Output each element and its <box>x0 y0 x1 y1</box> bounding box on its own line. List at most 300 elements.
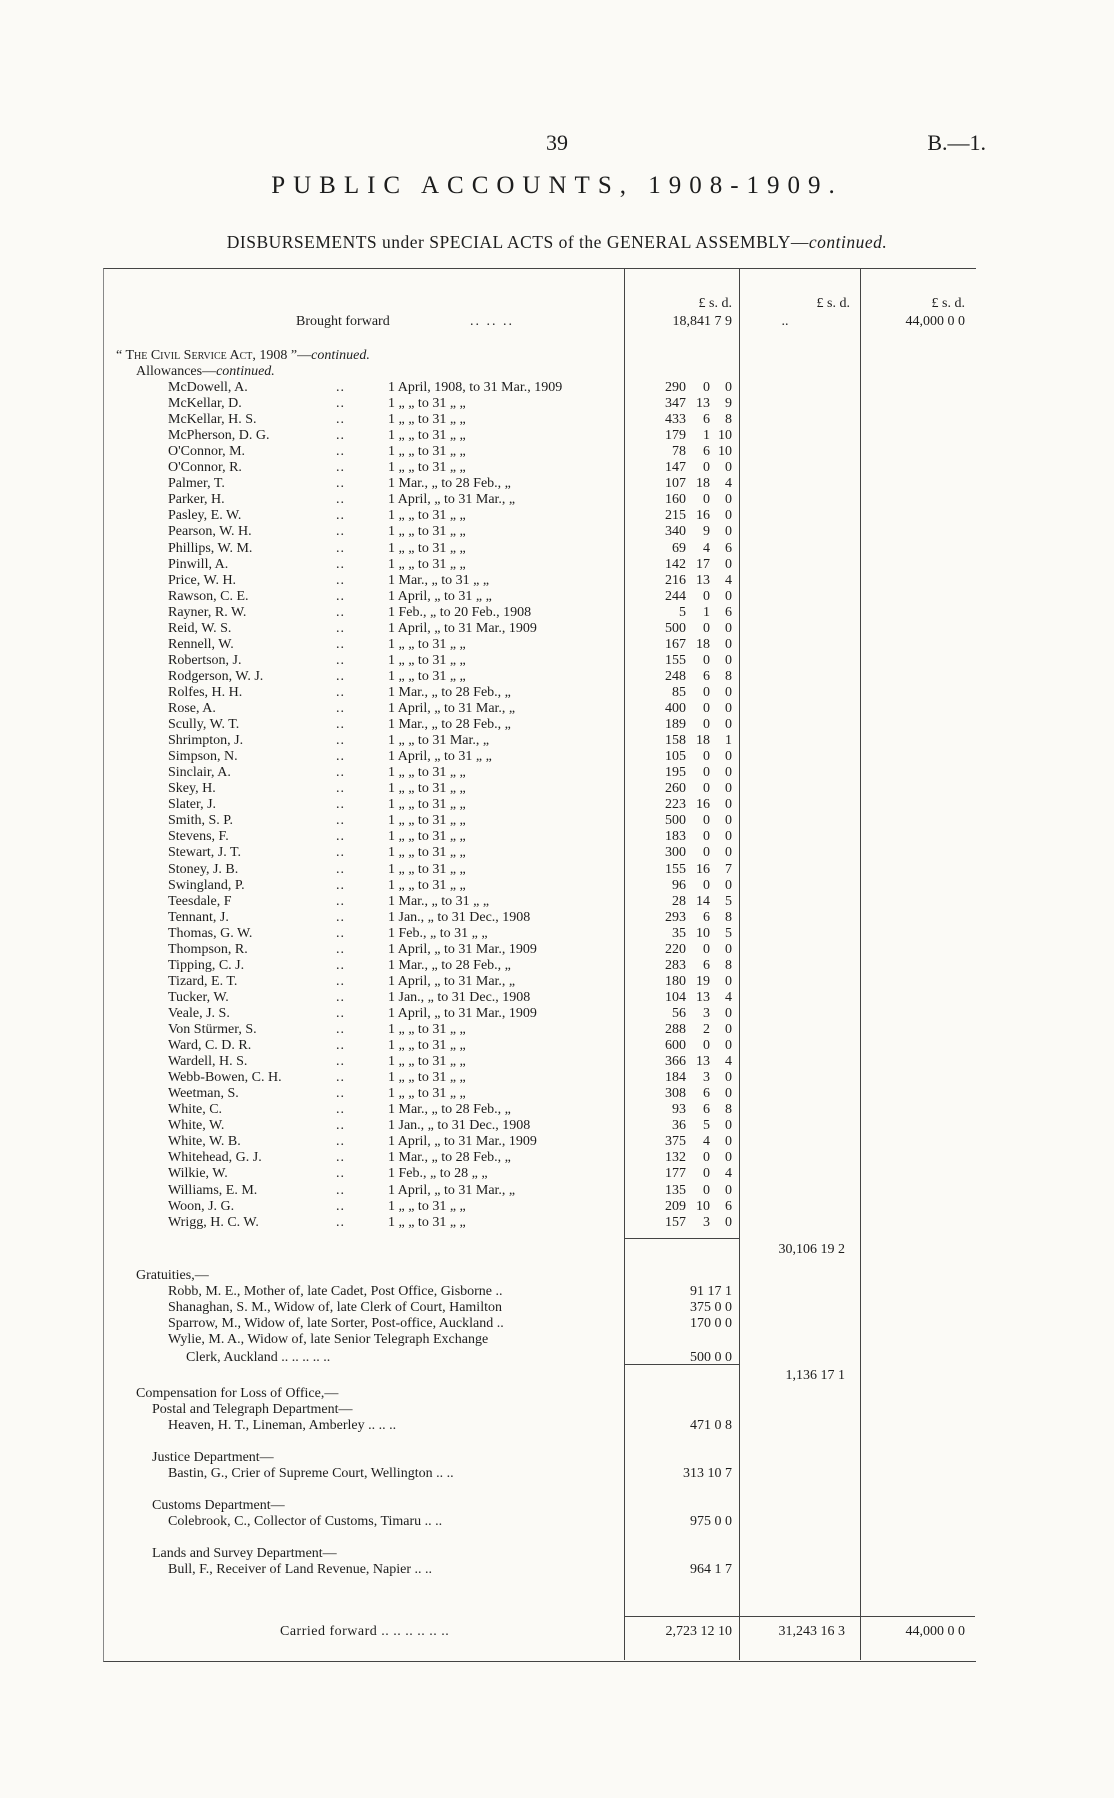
allowance-pounds: 288 <box>665 1022 686 1037</box>
allowance-pence: 7 <box>725 862 732 877</box>
allowance-pence: 0 <box>725 1070 732 1085</box>
allowance-pounds: 500 <box>665 813 686 828</box>
compensation-amount: 471 0 8 <box>690 1418 732 1433</box>
column-heading-3: £ s. d. <box>931 296 965 311</box>
allowance-name: Pearson, W. H. <box>168 524 252 539</box>
page-number: 39 <box>546 130 568 155</box>
allowance-name: Rodgerson, W. J. <box>168 669 264 684</box>
allowances-heading <box>136 364 275 380</box>
compensation-department: Justice Department— <box>152 1450 274 1465</box>
allowance-leader: .. <box>336 573 345 588</box>
allowance-period: 1 „ „ to 31 „ „ <box>388 1054 466 1069</box>
allowance-leader: .. <box>336 1150 345 1165</box>
allowance-name: White, W. B. <box>168 1134 241 1149</box>
allowance-name: O'Connor, R. <box>168 460 242 475</box>
allowance-pounds: 36 <box>672 1118 686 1133</box>
allowance-pounds: 189 <box>665 717 686 732</box>
allowance-name: Shrimpton, J. <box>168 733 244 748</box>
allowance-pounds: 105 <box>665 749 686 764</box>
compensation-heading: Compensation for Loss of Office,— <box>136 1386 339 1401</box>
allowance-period: 1 Mar., „ to 28 Feb., „ <box>388 1102 511 1117</box>
allowance-pence: 6 <box>725 1199 732 1214</box>
brought-forward-label: Brought forward <box>296 314 390 329</box>
allowance-name: Rayner, R. W. <box>168 605 247 620</box>
subtitle-suffix: continued. <box>808 232 888 252</box>
allowance-name: Smith, S. P. <box>168 813 233 828</box>
allowance-pounds: 209 <box>665 1199 686 1214</box>
document-reference: B.—1. <box>927 130 986 155</box>
allowance-leader: .. <box>336 589 345 604</box>
allowance-period: 1 April, „ to 31 „ „ <box>388 749 492 764</box>
allowance-shillings: 0 <box>703 460 710 475</box>
allowance-leader: .. <box>336 380 345 395</box>
allowance-leader: .. <box>336 492 345 507</box>
allowance-period: 1 Mar., „ to 28 Feb., „ <box>388 476 511 491</box>
allowance-leader: .. <box>336 926 345 941</box>
compensation-department: Customs Department— <box>152 1498 285 1513</box>
allowance-pence: 0 <box>725 557 732 572</box>
allowance-name: Phillips, W. M. <box>168 541 253 556</box>
allowance-shillings: 0 <box>703 589 710 604</box>
allowance-name: Tizard, E. T. <box>168 974 238 989</box>
allowance-leader: .. <box>336 669 345 684</box>
allowance-leader: .. <box>336 1134 345 1149</box>
allowance-pence: 6 <box>725 541 732 556</box>
allowance-pence: 4 <box>725 990 732 1005</box>
allowance-period: 1 „ „ to 31 „ „ <box>388 781 466 796</box>
allowance-pounds: 104 <box>665 990 686 1005</box>
allowance-pence: 8 <box>725 910 732 925</box>
allowance-shillings: 13 <box>696 1054 710 1069</box>
allowance-name: Williams, E. M. <box>168 1183 258 1198</box>
allowance-period: 1 Feb., „ to 28 „ „ <box>388 1166 488 1181</box>
allowance-shillings: 6 <box>703 1102 710 1117</box>
compensation-department: Postal and Telegraph Department— <box>152 1402 353 1417</box>
allowance-period: 1 April, 1908, to 31 Mar., 1909 <box>388 380 563 395</box>
allowance-shillings: 3 <box>703 1215 710 1230</box>
allowance-period: 1 April, „ to 31 Mar., 1909 <box>388 621 537 636</box>
allowance-name: McPherson, D. G. <box>168 428 270 443</box>
allowance-pence: 9 <box>725 396 732 411</box>
allowance-shillings: 0 <box>703 1166 710 1181</box>
allowance-leader: .. <box>336 862 345 877</box>
allowance-leader: .. <box>336 460 345 475</box>
allowance-name: Swingland, P. <box>168 878 245 893</box>
allowance-leader: .. <box>336 444 345 459</box>
allowance-name: White, C. <box>168 1102 223 1117</box>
allowance-pence: 4 <box>725 573 732 588</box>
allowance-pence: 0 <box>725 765 732 780</box>
allowance-pence: 4 <box>725 1054 732 1069</box>
allowance-pounds: 135 <box>665 1183 686 1198</box>
allowance-pence: 0 <box>725 380 732 395</box>
allowance-shillings: 14 <box>696 894 710 909</box>
allowance-leader: .. <box>336 1118 345 1133</box>
allowance-period: 1 „ „ to 31 „ „ <box>388 557 466 572</box>
allowance-pence: 4 <box>725 1166 732 1181</box>
allowance-leader: .. <box>336 541 345 556</box>
allowance-pence: 8 <box>725 958 732 973</box>
allowance-pounds: 56 <box>672 1006 686 1021</box>
carried-forward-rule <box>625 1616 975 1617</box>
allowance-period: 1 Feb., „ to 20 Feb., 1908 <box>388 605 532 620</box>
gratuities-subtotal-rule <box>625 1364 739 1365</box>
compensation-amount: 964 1 7 <box>690 1562 732 1577</box>
allowance-name: Robertson, J. <box>168 653 242 668</box>
gratuity-amount: 91 17 1 <box>690 1284 732 1299</box>
allowance-pence: 0 <box>725 781 732 796</box>
allowance-pence: 0 <box>725 460 732 475</box>
allowance-pence: 5 <box>725 926 732 941</box>
allowance-pence: 0 <box>725 974 732 989</box>
allowance-leader: .. <box>336 781 345 796</box>
gratuity-line: Sparrow, M., Widow of, late Sorter, Post-office, Auckland .. <box>168 1316 504 1331</box>
gratuity-line: Clerk, Auckland .. .. .. .. .. <box>186 1350 331 1365</box>
allowance-period: 1 „ „ to 31 „ „ <box>388 1022 466 1037</box>
allowance-leader: .. <box>336 412 345 427</box>
allowance-shillings: 4 <box>703 1134 710 1149</box>
allowance-pence: 0 <box>725 749 732 764</box>
allowance-pence: 0 <box>725 492 732 507</box>
compensation-item: Colebrook, C., Collector of Customs, Timaru .. .. <box>168 1514 443 1529</box>
column-divider-1 <box>624 268 625 1660</box>
brought-forward-col2: .. <box>781 314 789 329</box>
allowance-pounds: 244 <box>665 589 686 604</box>
allowance-name: Rolfes, H. H. <box>168 685 243 700</box>
allowance-leader: .. <box>336 958 345 973</box>
allowance-period: 1 Mar., „ to 28 Feb., „ <box>388 717 511 732</box>
allowance-name: Stevens, F. <box>168 829 229 844</box>
allowance-pounds: 5 <box>679 605 686 620</box>
allowance-name: O'Connor, M. <box>168 444 246 459</box>
allowance-shillings: 16 <box>696 797 710 812</box>
allowance-pence: 0 <box>725 589 732 604</box>
allowance-period: 1 Mar., „ to 28 Feb., „ <box>388 958 511 973</box>
allowance-leader: .. <box>336 1183 345 1198</box>
allowance-shillings: 19 <box>696 974 710 989</box>
allowance-name: Tipping, C. J. <box>168 958 245 973</box>
allowance-shillings: 0 <box>703 765 710 780</box>
allowance-leader: .. <box>336 1199 345 1214</box>
gratuity-amount: 170 0 0 <box>690 1316 732 1331</box>
allowance-pounds: 290 <box>665 380 686 395</box>
allowance-pence: 0 <box>725 1118 732 1133</box>
allowance-pounds: 260 <box>665 781 686 796</box>
allowance-name: Wardell, H. S. <box>168 1054 248 1069</box>
allowance-period: 1 „ „ to 31 „ „ <box>388 862 466 877</box>
allowance-pence: 0 <box>725 797 732 812</box>
allowance-leader: .. <box>336 428 345 443</box>
allowance-shillings: 16 <box>696 508 710 523</box>
allowance-period: 1 April, „ to 31 Mar., 1909 <box>388 1134 537 1149</box>
allowance-period: 1 „ „ to 31 „ „ <box>388 829 466 844</box>
allowance-name: Ward, C. D. R. <box>168 1038 252 1053</box>
allowance-period: 1 April, „ to 31 Mar., „ <box>388 1183 516 1198</box>
allowance-shillings: 0 <box>703 878 710 893</box>
allowance-pence: 0 <box>725 1022 732 1037</box>
allowance-pence: 0 <box>725 524 732 539</box>
act-heading-suffix: continued. <box>311 348 370 363</box>
allowance-name: Simpson, N. <box>168 749 238 764</box>
allowances-total: 30,106 19 2 <box>778 1242 845 1257</box>
allowance-pounds: 132 <box>665 1150 686 1165</box>
allowance-period: 1 Jan., „ to 31 Dec., 1908 <box>388 990 531 1005</box>
allowance-period: 1 „ „ to 31 „ „ <box>388 508 466 523</box>
compensation-amount: 975 0 0 <box>690 1514 732 1529</box>
allowance-shillings: 0 <box>703 1183 710 1198</box>
allowance-leader: .. <box>336 701 345 716</box>
allowance-pounds: 215 <box>665 508 686 523</box>
allowance-shillings: 0 <box>703 942 710 957</box>
allowance-pence: 0 <box>725 1134 732 1149</box>
allowance-shillings: 6 <box>703 412 710 427</box>
allowance-leader: .. <box>336 508 345 523</box>
allowance-pounds: 107 <box>665 476 686 491</box>
allowance-leader: .. <box>336 765 345 780</box>
carried-forward-col3: 44,000 0 0 <box>905 1624 965 1639</box>
allowance-leader: .. <box>336 797 345 812</box>
allowances-heading-text: Allowances— <box>136 364 217 379</box>
page-subtitle <box>0 232 1114 253</box>
allowance-period: 1 „ „ to 31 „ „ <box>388 1199 466 1214</box>
allowance-leader: .. <box>336 845 345 860</box>
allowance-pounds: 500 <box>665 621 686 636</box>
allowance-period: 1 „ „ to 31 „ „ <box>388 813 466 828</box>
act-heading-text: “ The Civil Service Act, 1908 ”— <box>116 348 312 363</box>
allowance-pence: 8 <box>725 1102 732 1117</box>
allowance-pounds: 177 <box>665 1166 686 1181</box>
allowance-shillings: 18 <box>696 637 710 652</box>
allowance-leader: .. <box>336 1006 345 1021</box>
allowance-shillings: 6 <box>703 910 710 925</box>
column-divider-3 <box>860 268 861 1660</box>
allowance-shillings: 10 <box>696 1199 710 1214</box>
allowance-shillings: 6 <box>703 669 710 684</box>
allowance-leader: .. <box>336 749 345 764</box>
allowance-pence: 0 <box>725 1086 732 1101</box>
allowance-pounds: 308 <box>665 1086 686 1101</box>
allowance-period: 1 „ „ to 31 „ „ <box>388 524 466 539</box>
allowance-pence: 0 <box>725 1150 732 1165</box>
allowance-period: 1 „ „ to 31 „ „ <box>388 412 466 427</box>
allowances-subtotal-rule <box>625 1238 739 1239</box>
allowance-pence: 0 <box>725 1183 732 1198</box>
allowance-name: Stewart, J. T. <box>168 845 241 860</box>
allowance-period: 1 „ „ to 31 „ „ <box>388 1086 466 1101</box>
allowance-period: 1 April, „ to 31 Mar., „ <box>388 974 516 989</box>
allowance-name: Pinwill, A. <box>168 557 229 572</box>
allowance-period: 1 Mar., „ to 31 „ „ <box>388 573 490 588</box>
allowance-leader: .. <box>336 910 345 925</box>
allowance-leader: .. <box>336 1166 345 1181</box>
allowance-leader: .. <box>336 717 345 732</box>
allowance-period: 1 „ „ to 31 „ „ <box>388 878 466 893</box>
allowance-shillings: 0 <box>703 701 710 716</box>
allowance-pounds: 147 <box>665 460 686 475</box>
allowance-pounds: 167 <box>665 637 686 652</box>
allowance-leader: .. <box>336 1038 345 1053</box>
gratuities-total: 1,136 17 1 <box>785 1368 845 1383</box>
allowance-shillings: 17 <box>696 557 710 572</box>
allowances-heading-suffix: continued. <box>216 364 275 379</box>
allowance-name: Teesdale, F <box>168 894 232 909</box>
allowance-pounds: 347 <box>665 396 686 411</box>
column-heading-1: £ s. d. <box>698 296 732 311</box>
allowance-pounds: 184 <box>665 1070 686 1085</box>
carried-forward-col2: 31,243 16 3 <box>778 1624 845 1639</box>
allowance-pence: 1 <box>725 733 732 748</box>
allowance-pence: 4 <box>725 476 732 491</box>
allowance-shillings: 18 <box>696 733 710 748</box>
act-heading <box>116 348 370 364</box>
allowance-pence: 10 <box>718 444 732 459</box>
allowance-period: 1 Jan., „ to 31 Dec., 1908 <box>388 1118 531 1133</box>
allowance-pence: 0 <box>725 637 732 652</box>
allowance-period: 1 „ „ to 31 „ „ <box>388 637 466 652</box>
allowance-name: Rawson, C. E. <box>168 589 249 604</box>
allowance-name: Scully, W. T. <box>168 717 240 732</box>
allowance-shillings: 6 <box>703 1086 710 1101</box>
allowance-leader: .. <box>336 605 345 620</box>
allowance-name: White, W. <box>168 1118 225 1133</box>
allowance-name: Thompson, R. <box>168 942 248 957</box>
allowance-pounds: 35 <box>672 926 686 941</box>
allowance-leader: .. <box>336 685 345 700</box>
allowance-shillings: 0 <box>703 781 710 796</box>
allowance-shillings: 2 <box>703 1022 710 1037</box>
allowance-period: 1 „ „ to 31 „ „ <box>388 1070 466 1085</box>
gratuity-amount: 500 0 0 <box>690 1350 732 1365</box>
allowance-period: 1 „ „ to 31 „ „ <box>388 1038 466 1053</box>
allowance-pence: 0 <box>725 1006 732 1021</box>
gratuity-line: Wylie, M. A., Widow of, late Senior Telegraph Exchange <box>168 1332 489 1347</box>
carried-forward-label: Carried forward .. .. .. .. .. .. <box>280 1624 450 1639</box>
allowance-pounds: 400 <box>665 701 686 716</box>
allowance-pounds: 300 <box>665 845 686 860</box>
page-title: PUBLIC ACCOUNTS, 1908-1909. <box>271 172 843 199</box>
allowance-shillings: 0 <box>703 717 710 732</box>
allowance-shillings: 0 <box>703 621 710 636</box>
allowance-name: Reid, W. S. <box>168 621 232 636</box>
allowance-period: 1 „ „ to 31 „ „ <box>388 669 466 684</box>
allowance-period: 1 „ „ to 31 „ „ <box>388 797 466 812</box>
allowance-leader: .. <box>336 1070 345 1085</box>
allowance-period: 1 „ „ to 31 „ „ <box>388 845 466 860</box>
allowance-shillings: 13 <box>696 990 710 1005</box>
allowance-pence: 8 <box>725 669 732 684</box>
allowance-leader: .. <box>336 878 345 893</box>
allowance-leader: .. <box>336 733 345 748</box>
allowance-shillings: 0 <box>703 685 710 700</box>
allowance-pounds: 248 <box>665 669 686 684</box>
allowance-pence: 0 <box>725 845 732 860</box>
carried-forward-col1: 2,723 12 10 <box>665 1624 732 1639</box>
allowance-shillings: 4 <box>703 541 710 556</box>
allowance-leader: .. <box>336 894 345 909</box>
allowance-leader: .. <box>336 829 345 844</box>
allowance-shillings: 18 <box>696 476 710 491</box>
allowance-name: McDowell, A. <box>168 380 248 395</box>
allowance-pence: 0 <box>725 508 732 523</box>
allowance-shillings: 16 <box>696 862 710 877</box>
allowance-name: Rose, A. <box>168 701 216 716</box>
allowance-leader: .. <box>336 1102 345 1117</box>
brought-forward-col1: 18,841 7 9 <box>672 314 732 329</box>
allowance-pounds: 179 <box>665 428 686 443</box>
allowance-pence: 8 <box>725 412 732 427</box>
allowance-period: 1 April, „ to 31 Mar., 1909 <box>388 942 537 957</box>
allowance-shillings: 1 <box>703 605 710 620</box>
allowance-name: Thomas, G. W. <box>168 926 253 941</box>
column-heading-2: £ s. d. <box>816 296 850 311</box>
allowance-period: 1 April, „ to 31 Mar., „ <box>388 701 516 716</box>
allowance-name: Von Stürmer, S. <box>168 1022 257 1037</box>
allowance-leader: .. <box>336 621 345 636</box>
allowance-pounds: 216 <box>665 573 686 588</box>
allowance-period: 1 „ „ to 31 „ „ <box>388 460 466 475</box>
allowance-pounds: 69 <box>672 541 686 556</box>
allowance-shillings: 3 <box>703 1070 710 1085</box>
allowance-name: McKellar, D. <box>168 396 242 411</box>
allowance-name: McKellar, H. S. <box>168 412 257 427</box>
allowance-period: 1 April, „ to 31 Mar., 1909 <box>388 1006 537 1021</box>
allowance-name: Veale, J. S. <box>168 1006 230 1021</box>
allowance-name: Woon, J. G. <box>168 1199 235 1214</box>
allowance-period: 1 April, „ to 31 Mar., „ <box>388 492 516 507</box>
allowance-pounds: 158 <box>665 733 686 748</box>
allowance-name: Weetman, S. <box>168 1086 239 1101</box>
allowance-pounds: 600 <box>665 1038 686 1053</box>
allowance-name: Wrigg, H. C. W. <box>168 1215 259 1230</box>
allowance-shillings: 3 <box>703 1006 710 1021</box>
allowance-period: 1 Mar., „ to 28 Feb., „ <box>388 685 511 700</box>
subtitle-text: DISBURSEMENTS under SPECIAL ACTS of the GENERAL ASSEMBLY— <box>226 232 809 252</box>
compensation-amount: 313 10 7 <box>683 1466 732 1481</box>
allowance-pence: 0 <box>725 653 732 668</box>
allowance-name: Palmer, T. <box>168 476 225 491</box>
gratuities-heading: Gratuities,— <box>136 1268 209 1283</box>
allowance-pounds: 183 <box>665 829 686 844</box>
allowance-period: 1 Feb., „ to 31 „ „ <box>388 926 488 941</box>
allowance-leader: .. <box>336 1022 345 1037</box>
allowance-name: Skey, H. <box>168 781 216 796</box>
allowance-shillings: 0 <box>703 380 710 395</box>
allowance-pounds: 220 <box>665 942 686 957</box>
allowance-pence: 0 <box>725 813 732 828</box>
gratuity-line: Shanaghan, S. M., Widow of, late Clerk of Court, Hamilton <box>168 1300 502 1315</box>
allowance-pounds: 155 <box>665 862 686 877</box>
allowance-pence: 0 <box>725 621 732 636</box>
allowance-shillings: 6 <box>703 444 710 459</box>
allowance-name: Slater, J. <box>168 797 217 812</box>
allowance-period: 1 Mar., „ to 28 Feb., „ <box>388 1150 511 1165</box>
compensation-item: Heaven, H. T., Lineman, Amberley .. .. .. <box>168 1418 397 1433</box>
allowance-shillings: 0 <box>703 829 710 844</box>
allowance-name: Whitehead, G. J. <box>168 1150 262 1165</box>
allowance-pounds: 28 <box>672 894 686 909</box>
allowance-shillings: 5 <box>703 1118 710 1133</box>
allowance-pounds: 366 <box>665 1054 686 1069</box>
allowance-shillings: 0 <box>703 1038 710 1053</box>
compensation-item: Bull, F., Receiver of Land Revenue, Napier .. .. <box>168 1562 433 1577</box>
allowance-pence: 0 <box>725 1038 732 1053</box>
allowance-period: 1 „ „ to 31 „ „ <box>388 541 466 556</box>
allowance-shillings: 0 <box>703 813 710 828</box>
allowance-pence: 0 <box>725 829 732 844</box>
allowance-period: 1 „ „ to 31 „ „ <box>388 444 466 459</box>
allowance-name: Parker, H. <box>168 492 225 507</box>
allowance-period: 1 „ „ to 31 „ „ <box>388 396 466 411</box>
